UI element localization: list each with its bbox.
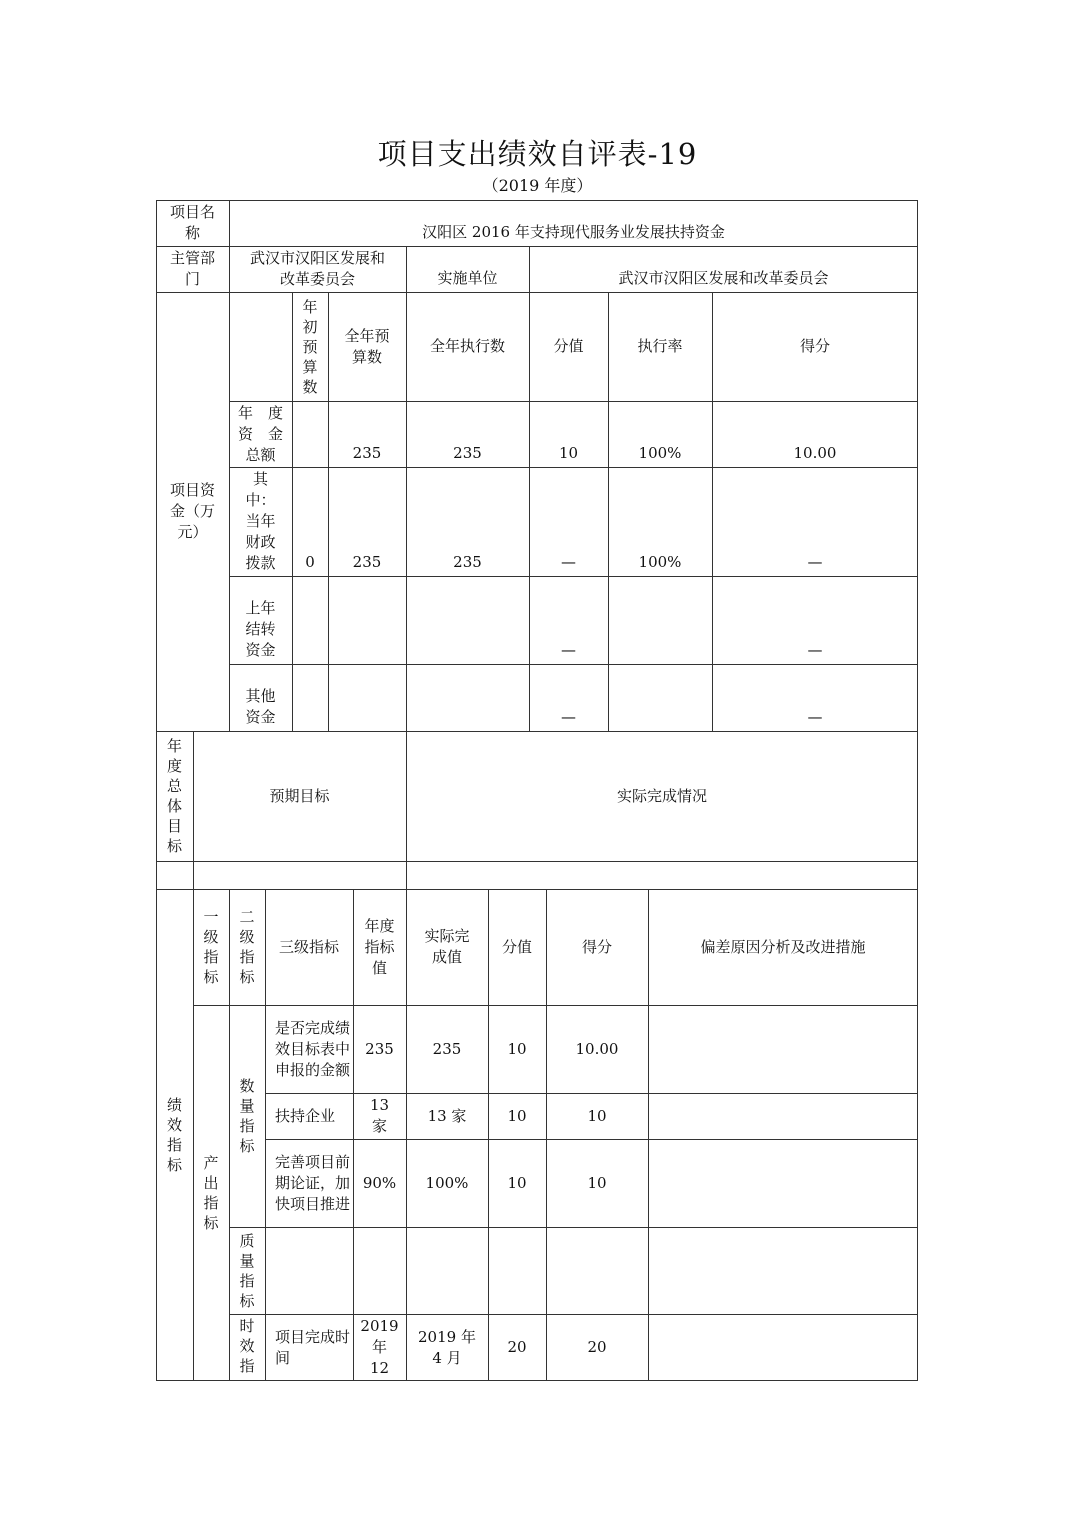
indicator-score: 10.00 [575,1039,619,1058]
fund-row-executed: 235 [453,553,482,571]
indicator-analysis [648,1139,918,1227]
fund-row-rate: 100% [638,553,682,571]
fund-row-weight: — [561,553,576,571]
indicator-score: 10 [587,1106,607,1125]
header-weight: 分值 [501,937,532,956]
project-name-label: 项目名称 [170,203,216,242]
fund-row-initial [292,401,328,467]
fund-row-executed: 235 [453,444,482,462]
performance-table [156,200,918,1381]
header-level3: 三级指标 [278,937,339,956]
indicator-score [546,1227,648,1314]
indicator-name: 完善项目前期论证，加快项目推进 [275,1152,351,1213]
fund-row-annual: 235 [352,444,382,462]
header-weight: 分值 [553,337,584,355]
indicator-actual: 2019 年 4 月 [418,1327,476,1367]
header-initial-budget: 年初预算数 [302,297,318,396]
indicator-analysis [648,1227,918,1314]
indicator-target: 13 家 [369,1096,390,1135]
fund-row-initial: 0 [305,553,315,571]
fund-row-annual: 235 [352,553,382,571]
indicator-weight: 20 [507,1338,527,1356]
header-level2: 二级指标 [239,908,255,986]
fund-row-label: 其他资金 [245,687,276,726]
fund-row-weight: 10 [558,444,579,462]
indicators-section-label: 绩效指标 [167,1096,183,1174]
expected-goal-label: 预期目标 [269,786,330,805]
indicator-name: 扶持企业 [275,1106,336,1125]
indicator-name: 项目完成时间 [275,1327,351,1367]
indicator-target: 2019 年 12 [360,1317,399,1377]
header-score: 得分 [799,337,830,355]
fund-row-weight: — [561,641,576,659]
dept-value: 武汉市汉阳区发展和改革委员会 [249,249,385,288]
project-name-value: 汉阳区 2016 年支持现代服务业发展扶持资金 [422,223,725,241]
unit-label: 实施单位 [437,269,498,287]
fund-row-score: 10.00 [793,444,837,462]
indicator-actual: 100% [425,1173,469,1192]
header-target: 年度指标值 [364,916,395,977]
indicator-analysis [648,1314,918,1381]
fund-row-label: 上年结转资金 [245,599,276,659]
indicator-weight: 10 [507,1106,527,1125]
fund-row-label: 年 度资 金总额 [237,403,283,464]
fund-row-label: 其中：当年财政拨款 [245,470,276,572]
indicator-target [353,1227,406,1314]
level2-quantity: 数量指标 [239,1077,255,1155]
indicator-weight [488,1227,546,1314]
fund-row-rate: 100% [638,444,682,462]
document-subtitle: （2019 年度） [482,176,593,195]
header-analysis: 偏差原因分析及改进措施 [700,937,866,956]
header-annual-budget: 全年预算数 [344,326,390,366]
header-actual: 实际完成值 [424,927,470,966]
unit-value: 武汉市汉阳区发展和改革委员会 [618,269,829,287]
indicator-score: 20 [587,1338,607,1356]
indicator-name: 是否完成绩效目标表中申报的金额 [275,1018,351,1079]
indicator-weight: 10 [507,1039,527,1058]
goals-section-label: 年度总体目标 [167,737,183,855]
indicator-analysis [648,1093,918,1139]
indicator-target: 90% [362,1173,397,1192]
indicator-actual: 13 家 [427,1106,467,1125]
fund-row-score: — [807,708,823,726]
indicator-actual: 235 [432,1039,462,1058]
document-title: 项目支出绩效自评表-19 [377,137,698,171]
level2-quality: 质量指标 [239,1231,255,1310]
indicator-target: 235 [365,1039,394,1058]
indicator-score: 10 [587,1173,607,1192]
expected-goal-value [193,861,406,889]
indicator-name [265,1227,353,1314]
indicator-weight: 10 [507,1173,527,1192]
funds-section-label: 项目资金（万元） [169,481,215,541]
header-score: 得分 [581,937,612,956]
level2-timeliness: 时效指 [239,1317,255,1375]
fund-row-score: — [807,553,823,571]
indicator-analysis [648,1005,918,1093]
level1-output: 产出指标 [203,1154,219,1232]
actual-completion-value [406,861,918,889]
header-exec-rate: 执行率 [637,337,683,355]
header-level1: 一级指标 [203,908,219,986]
indicator-actual [406,1227,488,1314]
fund-row-score: — [807,641,823,659]
fund-row-weight: — [561,708,576,726]
dept-label: 主管部门 [170,249,216,288]
actual-completion-label: 实际完成情况 [616,786,707,805]
header-executed: 全年执行数 [429,337,505,355]
